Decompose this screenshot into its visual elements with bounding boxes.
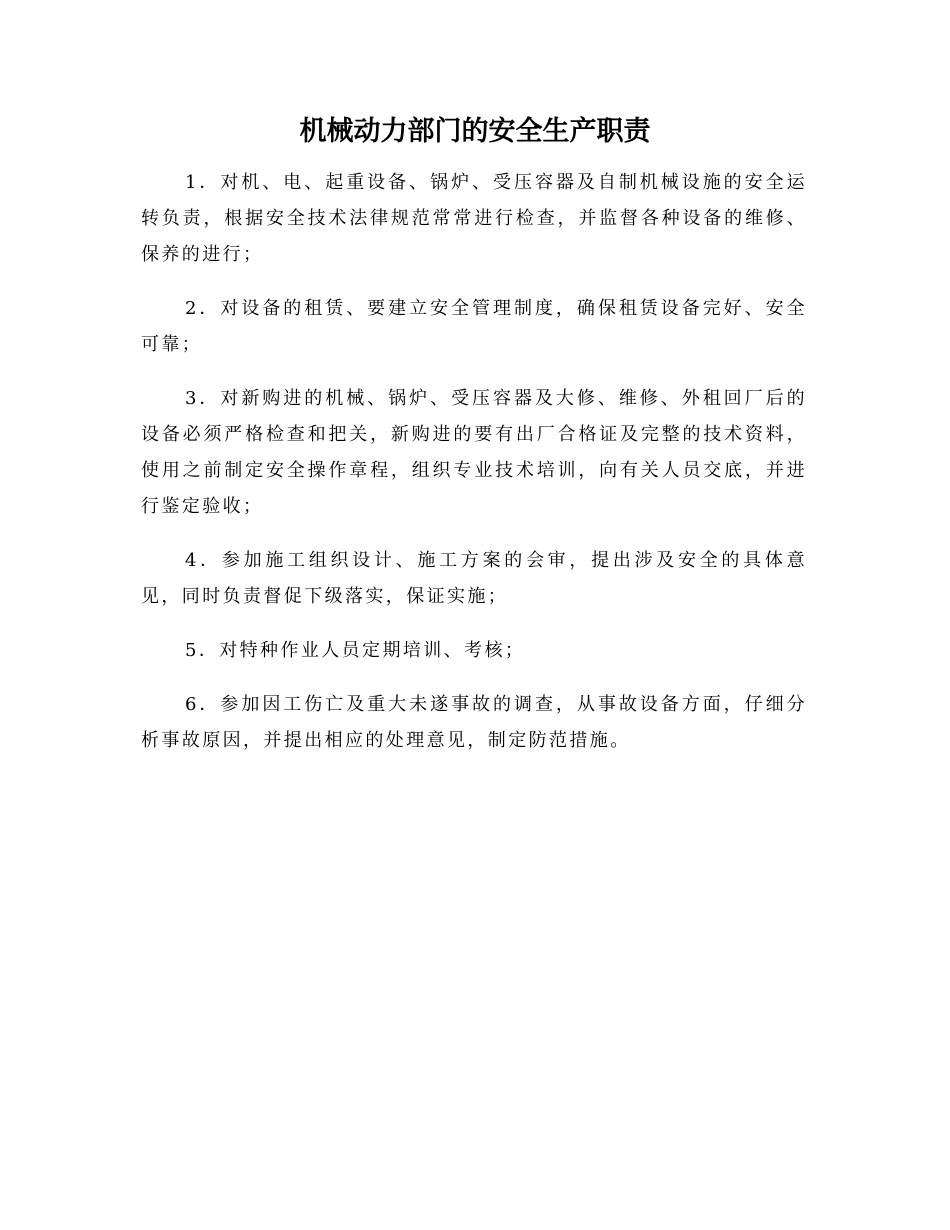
document-body — [141, 165, 807, 777]
paragraph-6: 6．参加因工伤亡及重大未遂事故的调查，从事故设备方面，仔细分析事故原因，并提出相应的处理意见，制定防范措施。 — [141, 694, 807, 751]
paragraph-5: 5．对特种作业人员定期培训、考核； — [185, 640, 526, 661]
document-title: 机械动力部门的安全生产职责 — [299, 116, 651, 147]
paragraph-3: 3．对新购进的机械、锅炉、受压容器及大修、维修、外租回厂后的设备必须严格检查和把关，新购进的要有出厂合格证及完整的技术资料，使用之前制定安全操作章程，组织专业技术培训，向有关人员交底，并进行鉴定验收； — [141, 388, 807, 517]
paragraph-2: 2．对设备的租赁、要建立安全管理制度，确保租赁设备完好、安全可靠； — [141, 298, 807, 355]
paragraph-4: 4．参加施工组织设计、施工方案的会审，提出涉及安全的具体意见，同时负责督促下级落实，保证实施； — [141, 550, 807, 607]
paragraph-1: 1．对机、电、起重设备、锅炉、受压容器及自制机械设施的安全运转负责，根据安全技术法律规范常常进行检查，并监督各种设备的维修、保养的进行； — [141, 172, 807, 265]
